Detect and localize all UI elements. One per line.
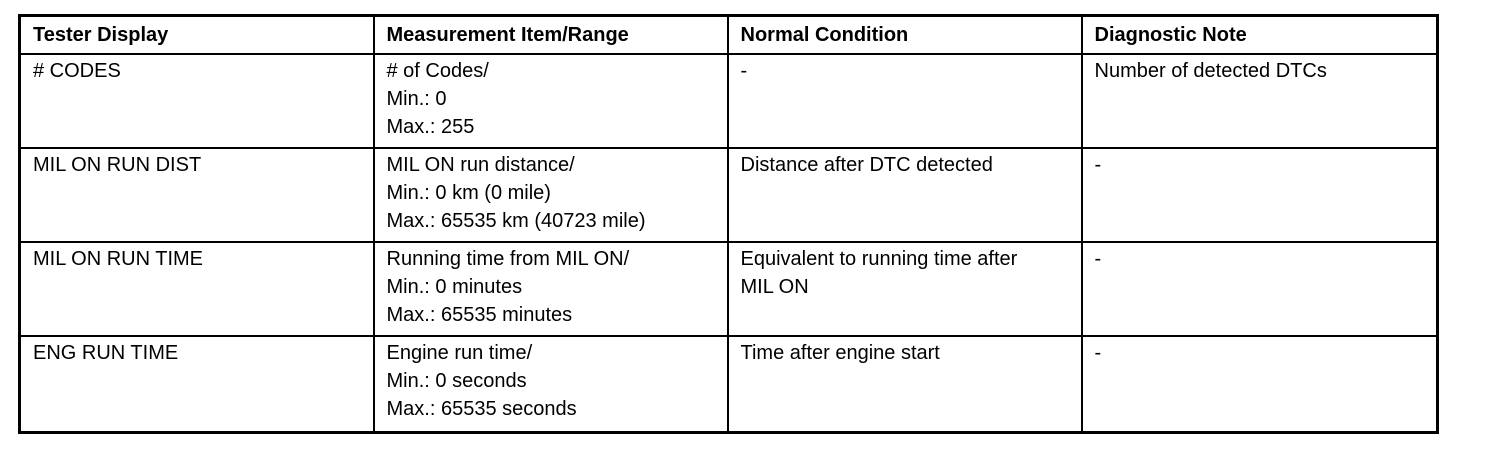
- normal-condition-text: Time after engine start: [740, 342, 940, 364]
- measurement-min: Min.: 0 km (0 mile): [386, 182, 551, 204]
- normal-condition-text-continued: MIL ON: [740, 276, 809, 298]
- measurement-cell: [374, 242, 728, 336]
- table-row: [20, 54, 1438, 148]
- normal-condition-cell: [728, 54, 1082, 148]
- header-diagnostic-note: Diagnostic Note: [1082, 16, 1438, 55]
- diagnostic-note-cell: Number of detected DTCs: [1082, 54, 1438, 148]
- diagnostic-note-cell: -: [1082, 336, 1438, 433]
- normal-condition-cell: [728, 242, 1082, 336]
- header-measurement-item-range: Measurement Item/Range: [374, 16, 728, 55]
- data-list-table: [18, 14, 1439, 434]
- measurement-item: Running time from MIL ON/: [386, 248, 630, 270]
- normal-condition-text: Equivalent to running time after: [740, 248, 1018, 270]
- table-row: [20, 242, 1438, 336]
- normal-condition-cell: [728, 148, 1082, 242]
- measurement-max: Max.: 65535 seconds: [386, 398, 577, 420]
- measurement-cell: [374, 54, 728, 148]
- measurement-min: Min.: 0 seconds: [386, 370, 527, 392]
- measurement-max: Max.: 65535 km (40723 mile): [386, 210, 646, 232]
- table-row: [20, 148, 1438, 242]
- tester-display-cell: ENG RUN TIME: [20, 336, 374, 433]
- measurement-max: Max.: 65535 minutes: [386, 304, 573, 326]
- tester-display-cell: MIL ON RUN DIST: [20, 148, 374, 242]
- tester-display-cell: # CODES: [20, 54, 374, 148]
- tester-display-cell: MIL ON RUN TIME: [20, 242, 374, 336]
- measurement-item: Engine run time/: [386, 342, 533, 364]
- data-list-table-container: [18, 14, 1439, 434]
- normal-condition-text: Distance after DTC detected: [740, 154, 993, 176]
- normal-condition-cell: [728, 336, 1082, 433]
- table-row: [20, 336, 1438, 433]
- measurement-min: Min.: 0: [386, 88, 447, 110]
- header-normal-condition: Normal Condition: [728, 16, 1082, 55]
- diagnostic-note-cell: -: [1082, 148, 1438, 242]
- measurement-item: # of Codes/: [386, 60, 489, 82]
- header-tester-display: Tester Display: [20, 16, 374, 55]
- measurement-min: Min.: 0 minutes: [386, 276, 523, 298]
- measurement-cell: [374, 336, 728, 433]
- measurement-cell: [374, 148, 728, 242]
- diagnostic-note-cell: -: [1082, 242, 1438, 336]
- normal-condition-text: -: [740, 60, 748, 82]
- measurement-max: Max.: 255: [386, 116, 475, 138]
- header-row: [20, 16, 1438, 55]
- measurement-item: MIL ON run distance/: [386, 154, 575, 176]
